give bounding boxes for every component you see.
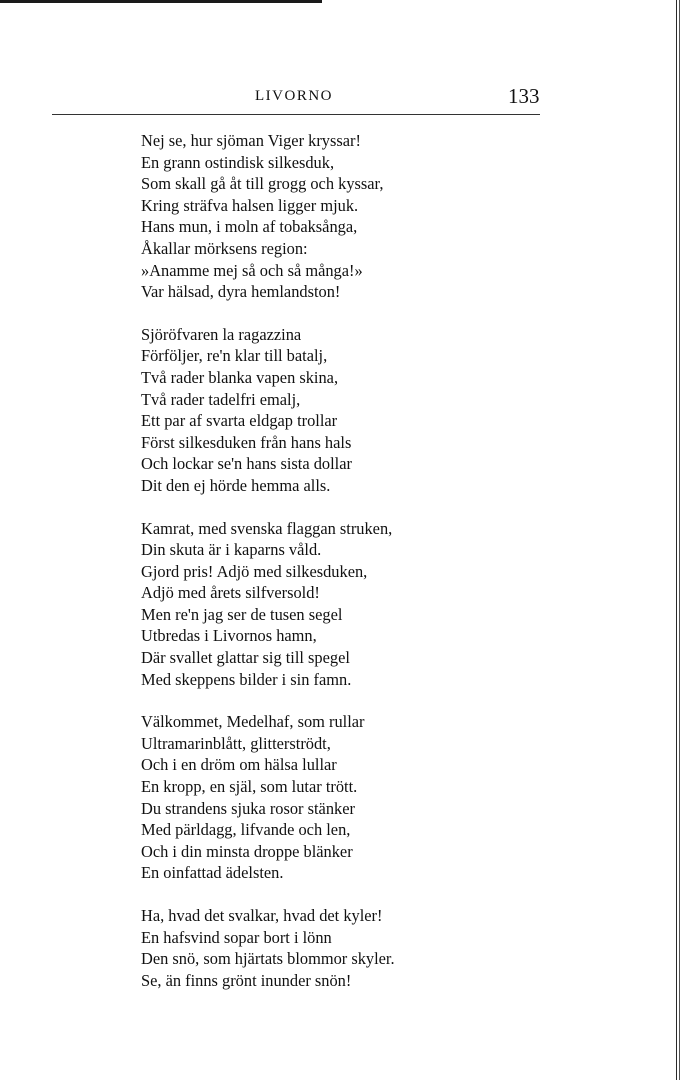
poem-line: Ha, hvad det svalkar, hvad det kyler! [141,906,383,925]
poem-line: Och lockar se'n hans sista dollar [141,454,352,474]
poem-line: Två rader blanka vapen skina, [141,367,339,387]
stanza [141,130,481,303]
poem-line: Ett par af svarta eldgap trollar [141,411,338,431]
page-edge-line [676,0,677,1080]
poem-line: Din skuta är i kaparns våld. [141,540,322,560]
poem-line: Med pärldagg, lifvande och len, [141,820,351,840]
poem-line: En grann ostindisk silkesduk, [141,152,335,172]
poem-line: Som skall gå åt till grogg och kyssar, [141,174,384,194]
poem-line: Med skeppens bilder i sin famn. [141,669,352,689]
poem-line: Du strandens sjuka rosor stänker [141,798,355,818]
poem-line: Den snö, som hjärtats blommor skyler. [141,949,395,969]
poem-line: Och i en dröm om hälsa lullar [141,755,337,775]
poem-line: Där svallet glattar sig till spegel [141,648,350,668]
poem-line: En oinfattad ädelsten. [141,863,284,883]
poem-line: Se, än finns grönt inunder snön! [141,970,352,990]
poem-line: Utbredas i Livornos hamn, [141,626,317,646]
poem-line: Förföljer, re'n klar till batalj, [141,346,328,366]
poem-line: Åkallar mörksens region: [141,238,308,258]
poem-line: Nej se, hur sjöman Viger kryssar! [141,131,361,150]
poem-line: Kamrat, med svenska flaggan struken, [141,518,393,538]
poem-line: Sjöröfvaren la ragazzina [141,324,302,344]
stanza [141,518,481,691]
poem-line: »Anamme mej så och så många!» [141,260,363,280]
poem-line: En kropp, en själ, som lutar trött. [141,777,358,797]
poem-line: Adjö med årets silfversold! [141,583,320,603]
page-number: 133 [508,84,540,108]
poem-line: Två rader tadelfri emalj, [141,389,301,409]
poem-line: Hans mun, i moln af tobaksånga, [141,217,358,237]
poem-line: Gjord pris! Adjö med silkesduken, [141,561,368,581]
header-rule [52,114,540,115]
poem-line: Dit den ej hörde hemma alls. [141,475,331,495]
poem-line: Ultramarinblått, glitterströdt, [141,733,331,753]
poem-line: Välkommet, Medelhaf, som rullar [141,712,365,732]
poem-body [141,130,481,1012]
running-title: LIVORNO [255,88,333,104]
poem-line: Var hälsad, dyra hemlandston! [141,282,341,302]
poem-line: En hafsvind sopar bort i lönn [141,927,332,947]
stanza [141,905,481,991]
poem-line: Först silkesduken från hans hals [141,432,352,452]
poem-line: Men re'n jag ser de tusen segel [141,604,343,624]
stanza [141,324,481,497]
top-edge-rule [0,0,322,3]
poem-line: Kring sträfva halsen ligger mjuk. [141,195,359,215]
poem-line: Och i din minsta droppe blänker [141,841,353,861]
stanza [141,711,481,884]
